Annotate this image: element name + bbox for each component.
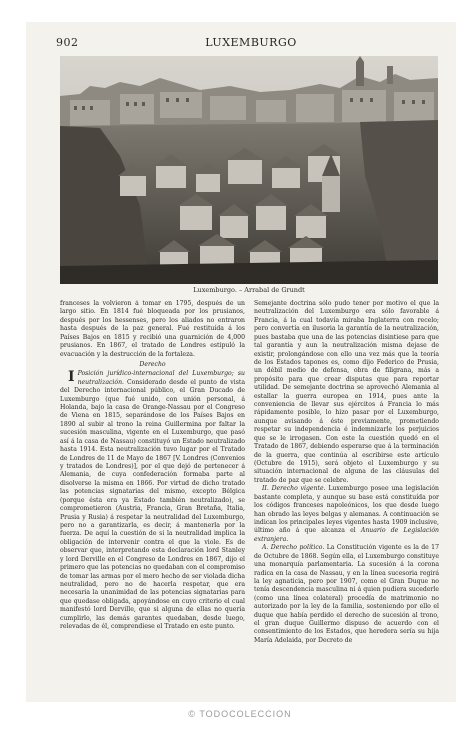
paragraph: Semejante doctrina sólo pudo tener por motivo el que la neutralización del Luxemburgo era sólo favorable á Francia, á la cual todavía miraba Inglaterra con recelo; pero convertía en ilusoria la garantía de la neutralización, pues bastaba que una de las potencias disintiese para que tal garantía y aun la neutralización misma dejase de existir, prolongándose con ello una vez más que la teoría de los Estados tapones es, como dijo Federico de Prusia, un débil medio de defensa, obra de filigrana, más a propósito para que crear disputas que para reportar utilidad. De semejante doctrina se aprovechó Alemania al estallar la guerra europea en 1914, pues ante la conveniencia de llevar sus ejércitos á Francia lo más rápidamente posible, lo hizo pasar por el Luxemburgo, aunque avisando á éste previamente, prometiendo respetar su independencia é indemnizarle los perjuicios que se le irrogasen. Con este la cuestión quedó en el Tratado de 1867, debiendo esperarse que á la terminación de la guerra, que continúa al escribirse este artículo (Octubre de 1915), será objeto el Luxemburgo y su situación internacional de alguna de las cláusulas del tratado de paz que se celebre. [254,300,439,484]
subsection-title: II. Derecho vigente. [262,485,326,493]
page-number: 902 [56,36,79,49]
paragraph-body: La Constitución vigente es la de 17 de Octubre de 1868. Según ella, el Luxemburgo constituye una monarquía parlamentaria. La sucesión á la corona radica en la casa de Nassau, y en la línea sucesoria regirá la ley agnaticia, pero por 1907, como el Gran Duque no tenía descendencia masculina ni á quien pudiera sucederle (como una línea colateral) procedía de matrimonio no autorizado por la ley de la familia, sosteniendo por ello el duque que había perdido el derecho de sucesión al trono, el gran duque Guillermo dispuso de acuerdo con el consentimiento de los Estados, que heredera sería su hija María Adelaida, por Decreto de [254,544,439,644]
figure-caption: Luxemburgo. – Arrabal de Grundt [193,286,305,294]
photograph-grundt-suburb [60,56,438,284]
text-column-right [254,300,439,694]
italic-reference: Anuario de Legislación extranjera. [254,527,439,543]
paragraph-body: Considerado desde el punto de vista del Derecho internacional público, el Gran Ducado de Luxemburgo (que fué unido, con unión personal, á Holanda, bajo la casa de Orange-Nassau por el Congreso de Viena en 1815, separándose de los Países Bajos en 1890 al subir al trono la reina Guillermina por faltar la sucesión masculina, vigente en el Luxemburgo, que pasó así á la casa de Nassau) constituyó un Estado neutralizado hasta 1914. Esta neutralización tuvo lugar por el Tratado de Londres de 11 de Mayo de 1867 [V. Londres (Convenios y tratados de Londres)], por el que dejó de pertenecer á Alemania, de cuya confederación formaba parte al disolverse la misma en 1866. Por virtud de dicho tratado las potencias signatarias del mismo, excepto Bélgica (porque ésta era ya Estado también neutralizado), se comprometieron (Austria, Francia, Gran Bretaña, Italia, Prusia y Rusia) á respetar la neutralidad del Luxemburgo, pero no a garantizarla, es decir, á mantenerla por la fuerza. De aquí la cuestión de si la neutralidad implica la obligación de intervenir contra el que la viole. Es de observar que, interpretando esta declaración lord Stanley y lord Derville en el Congreso de Londres en 1867, dijo el primero que las potencias no quedaban con el compromiso de tomar las armas por el mero hecho de ser violada dicha neutralidad, pero no de hacerla respetar, que era necesaria la unanimidad de las potencias signatarias para que quedase obligada, apoyándose en cuyo criterio el cual manifestó lord Derville, que si alguna de ellas no quería cumplirlo, las demás garantes quedaban, desde luego, relevadas de él, comprendiese el Tratado en este punto. [60,378,245,631]
subsection-title: A. Derecho político. [262,544,325,552]
running-title: LUXEMBURGO [205,36,297,49]
section-heading: Derecho [139,360,166,368]
photo-illustration [60,56,438,284]
subsection-title: Posición jurídico-internacional del Luxemburgo; su neutralización. [77,370,245,386]
text-column-left [60,300,245,694]
paragraph: franceses la volvieron á tomar en 1795, después de un largo sitio. En 1814 fué bloqueada por los prusianos, después por los hessenses, pero los aliados no entraron hasta después de la paz general. Fué restituída á los Países Bajos en 1815 y recibió una guarnición de 4,000 prusianos. En 1867, el tratado de Londres estipuló la evacuación y la destrucción de la fortaleza. [60,300,245,358]
watermark: © TODOCOLECCION [188,709,292,719]
paragraph [254,544,439,645]
paragraph [60,370,245,631]
paragraph [254,485,439,544]
paragraph-body: Luxemburgo posee una legislación bastante completa, y aunque su base está constituída por los códigos franceses napoleónicos, los que desde luego han obrado las leyes belgas y alemanas. A continuación se indican los principales leyes vigentes hasta 1909 inclusive, último año á que alcanza el [254,485,439,535]
drop-cap: I [68,369,75,386]
book-page [26,22,456,702]
page-header [56,36,446,52]
